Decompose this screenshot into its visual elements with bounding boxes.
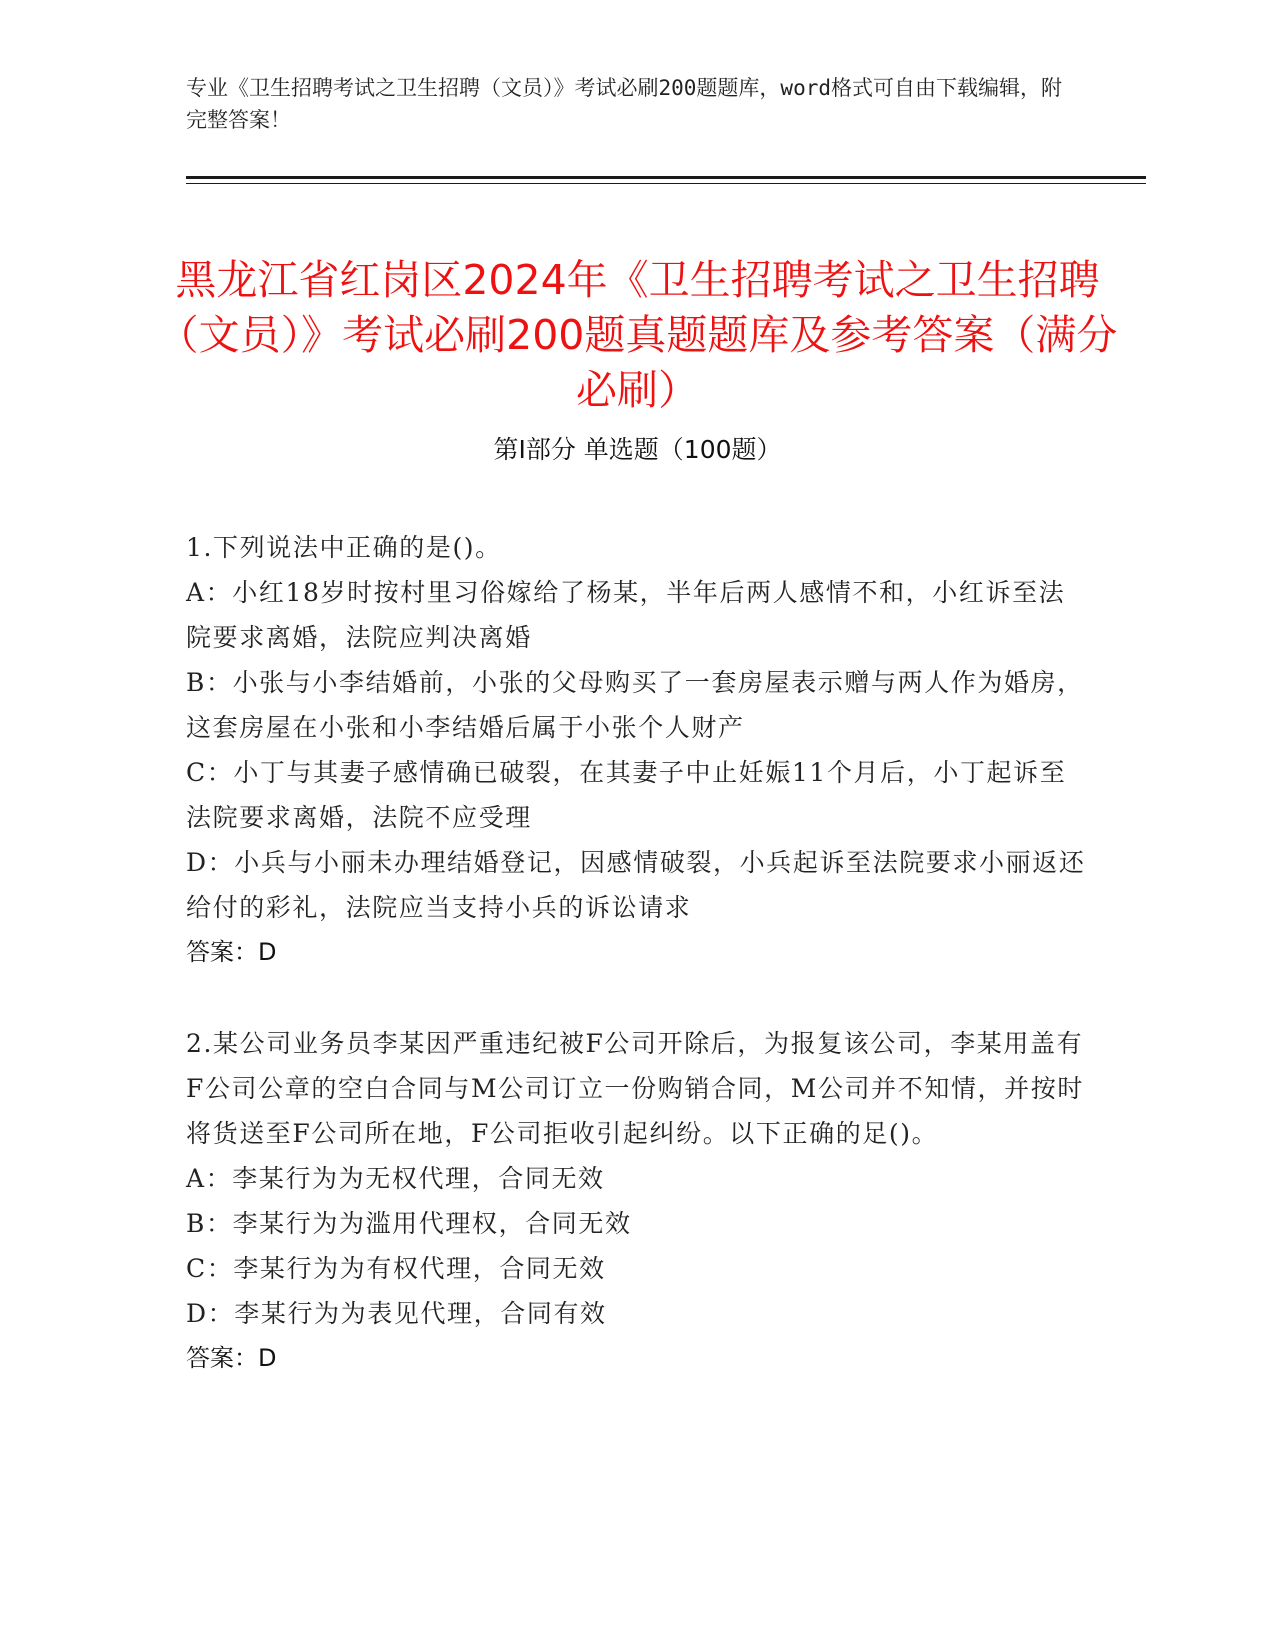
option-a: A：李某行为为无权代理，合同无效	[186, 1164, 605, 1193]
answer-line: 答案：D	[186, 1344, 277, 1372]
option-c: C：李某行为为有权代理，合同无效	[186, 1254, 606, 1283]
option-d: D：小兵与小丽未办理结婚登记，因感情破裂，小兵起诉至法院要求小丽返还给付的彩礼，法院应当支持小兵的诉讼请求	[186, 848, 1086, 922]
question-stem: 2.某公司业务员李某因严重违纪被F公司开除后，为报复该公司，李某用盖有F公司公章的空白合同与M公司订立一份购销合同，M公司并不知情，并按时将货送至F公司所在地，F公司拒收引起纠纷。以下正确的足()。	[186, 1029, 1084, 1148]
header-rule-thick	[186, 176, 1146, 179]
answer-line: 答案：D	[186, 938, 277, 966]
option-b: B：小张与小李结婚前，小张的父母购买了一套房屋表示赠与两人作为婚房，这套房屋在小张和小李结婚后属于小张个人财产	[186, 668, 1084, 742]
question-stem: 1.下列说法中正确的是()。	[186, 533, 502, 562]
option-b: B：李某行为为滥用代理权，合同无效	[186, 1209, 632, 1238]
question-1	[186, 525, 1086, 975]
option-d: D：李某行为为表见代理，合同有效	[186, 1299, 607, 1328]
question-list	[186, 525, 1086, 1381]
option-a: A：小红18岁时按村里习俗嫁给了杨某，半年后两人感情不和，小红诉至法院要求离婚，法院应判决离婚	[186, 578, 1066, 652]
option-c: C：小丁与其妻子感情确已破裂，在其妻子中止妊娠11个月后，小丁起诉至法院要求离婚，法院不应受理	[186, 758, 1067, 832]
header-rule-thin	[186, 183, 1146, 184]
header-note: 专业《卫生招聘考试之卫生招聘（文员）》考试必刷200题题库，word格式可自由下载编辑，附完整答案！	[186, 76, 1062, 132]
section-heading: 第Ⅰ部分 单选题（100题）	[493, 435, 782, 464]
question-2	[186, 1021, 1086, 1381]
document-title: 黑龙江省红岗区2024年《卫生招聘考试之卫生招聘（文员）》考试必刷200题真题题库及参考答案（满分必刷）	[157, 256, 1118, 415]
